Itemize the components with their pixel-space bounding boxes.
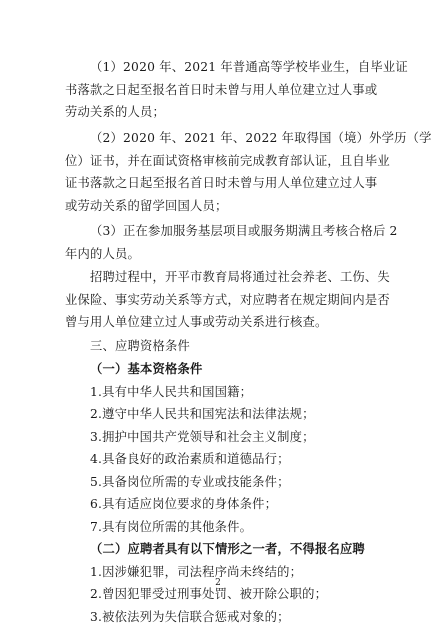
list-item: 6.具有适应岗位要求的身体条件； (90, 493, 277, 516)
text-line: （2）2020 年、2021 年、2022 年取得国（境）外学历（学 (65, 127, 383, 150)
page-number: 2 (0, 578, 436, 588)
text-line: （3）正在参加服务基层项目或服务期满且考核合格后 2 (65, 220, 383, 243)
text-line: 位）证书，并在面试资格审核前完成教育部认证，且自毕业 (65, 150, 383, 173)
paragraph-3 (65, 220, 383, 265)
text-line: 书落款之日起至报名首日时未曾与用人单位建立过人事或 (65, 79, 383, 102)
text-line: 年内的人员。 (65, 243, 383, 266)
list-item: 2.曾因犯罪受过刑事处罚、被开除公职的； (90, 583, 327, 606)
subsection-heading-excluded: （二）应聘者具有以下情形之一者，不得报名应聘 (90, 538, 365, 561)
list-item: 3.被依法列为失信联合惩戒对象的； (90, 606, 290, 628)
paragraph-1 (65, 56, 383, 124)
text-line: 劳动关系的人员； (65, 101, 383, 124)
text-line: 招聘过程中，开平市教育局将通过社会养老、工伤、失 (65, 266, 383, 289)
section-heading: 三、应聘资格条件 (90, 335, 190, 358)
list-item: 5.具备岗位所需的专业或技能条件； (90, 471, 290, 494)
text-line: 证书落款之日起至报名首日时未曾与用人单位建立过人事 (65, 172, 383, 195)
list-item: 1.因涉嫌犯罪，司法程序尚未终结的； (90, 561, 302, 584)
paragraph-4 (65, 266, 383, 334)
text-line: 曾与用人单位建立过人事或劳动关系进行核查。 (65, 311, 383, 334)
text-line: （1）2020 年、2021 年普通高等学校毕业生，自毕业证 (65, 56, 383, 79)
text-line: 或劳动关系的留学回国人员； (65, 195, 383, 218)
list-item: 7.具有岗位所需的其他条件。 (90, 516, 252, 539)
list-item: 1.具有中华人民共和国国籍； (90, 381, 252, 404)
paragraph-2 (65, 127, 383, 217)
list-item: 4.具备良好的政治素质和道德品行； (90, 448, 290, 471)
subsection-heading-basic: （一）基本资格条件 (90, 358, 202, 381)
list-item: 2.遵守中华人民共和国宪法和法律法规； (90, 403, 315, 426)
text-line: 业保险、事实劳动关系等方式，对应聘者在规定期间内是否 (65, 289, 383, 312)
list-item: 3.拥护中国共产党领导和社会主义制度； (90, 426, 315, 449)
